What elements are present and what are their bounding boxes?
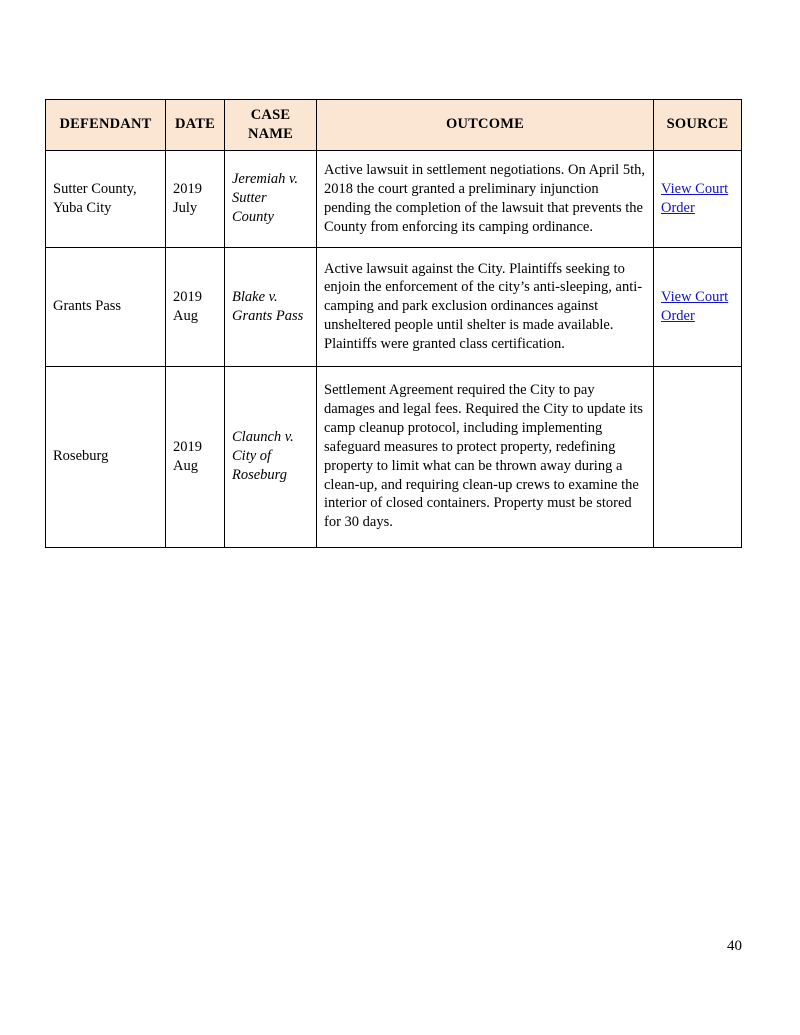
cell-defendant: Grants Pass <box>46 247 166 366</box>
cell-case-name: Blake v. Grants Pass <box>225 247 317 366</box>
cell-date: 2019 Aug <box>166 247 225 366</box>
cell-outcome: Active lawsuit against the City. Plaintiffs seeking to enjoin the enforcement of the city’s anti-sleeping, anti-camping and park exclusion ordinances against unsheltered people until shelter is made available. Plaintiffs were granted class certification. <box>317 247 654 366</box>
cell-source <box>654 150 742 247</box>
cell-source-empty <box>654 366 742 547</box>
table-header-row <box>46 100 742 151</box>
table-header <box>46 100 742 151</box>
cell-case-name: Jeremiah v. Sutter County <box>225 150 317 247</box>
lawsuit-table <box>45 99 742 548</box>
cell-defendant: Roseburg <box>46 366 166 547</box>
column-header-defendant: DEFENDANT <box>46 100 166 151</box>
column-header-date: DATE <box>166 100 225 151</box>
column-header-case-name: CASE NAME <box>225 100 317 151</box>
view-court-order-label: View Court Order <box>661 288 729 324</box>
table-row <box>46 366 742 547</box>
cell-outcome: Settlement Agreement required the City to pay damages and legal fees. Required the City to update its camp cleanup protocol, including implementing safeguard measures to protect property, redefining property to limit what can be thrown away during a clean-up, and requiring clean-up crews to examine the interior of closed containers. Property must be stored for 30 days. <box>317 366 654 547</box>
page-number: 40 <box>727 938 742 954</box>
cell-defendant: Sutter County, Yuba City <box>46 150 166 247</box>
column-header-source: SOURCE <box>654 100 742 151</box>
view-court-order-label: View Court Order <box>661 180 729 216</box>
cell-outcome: Active lawsuit in settlement negotiations. On April 5th, 2018 the court granted a preliminary injunction pending the completion of the lawsuit that prevents the County from enforcing its camping ordinance. <box>317 150 654 247</box>
table-row <box>46 247 742 366</box>
table-body <box>46 150 742 547</box>
cell-case-name: Claunch v. City of Roseburg <box>225 366 317 547</box>
view-court-order-link[interactable] <box>661 289 728 324</box>
view-court-order-link[interactable] <box>661 181 728 216</box>
lawsuit-table-container <box>45 99 741 548</box>
table-row <box>46 150 742 247</box>
column-header-outcome: OUTCOME <box>317 100 654 151</box>
cell-date: 2019 July <box>166 150 225 247</box>
cell-date: 2019 Aug <box>166 366 225 547</box>
cell-source <box>654 247 742 366</box>
